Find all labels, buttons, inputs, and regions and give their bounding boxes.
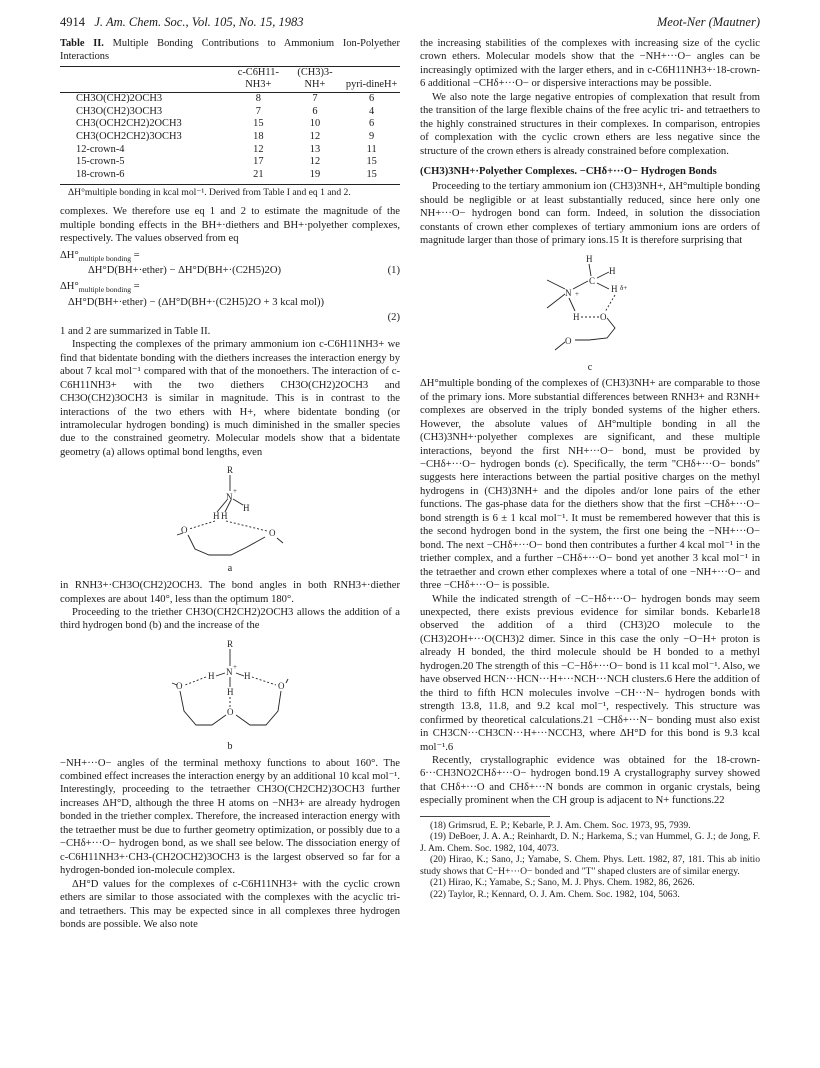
- svg-text:O: O: [176, 680, 183, 691]
- svg-text:O: O: [565, 335, 572, 346]
- svg-text:O: O: [600, 311, 607, 322]
- right-column: [420, 37, 760, 900]
- paragraph: Proceeding to the triether CH3O(CH2CH2)2OCH3 allows the addition of a third hydrogen bond (b) and the increase of the: [60, 606, 400, 632]
- svg-text:H: H: [573, 311, 580, 322]
- svg-text:C: C: [589, 275, 596, 286]
- equation-1-number: (1): [387, 265, 400, 277]
- structure-b-diagram: [170, 637, 290, 739]
- paragraph: While the indicated strength of −C−Hδ+···O− hydrogen bonds may seem unexpected, there exists previous evidence for similar bonds. Kebarle18 observed the addition of a third (CH3)2O molecule to the (CH3)2OH+···O(CH3)2 dimer. Since in this case the only −O−H+ proton is already H bonded, the third molecule should be H bonded to a methyl hydrogen.20 The strength of this −C−Hδ+···O− bond is 11 kcal mol⁻¹. Also, we have observed HCN···HCN···H+···NCH···NCH clusters.6 Here the addition of the third to fifth HCN molecules involve −CH···N− hydrogen bonds with strength 13.8, 11.8, and 9.2 kcal mol⁻¹, respectively. This structure was confirmed by theoretical calculations.21 −CHδ+···N− bonding must also exist in CH3CN···CH3CN···H+···NCCH3, where ΔH°D for this bond is 9.3 kcal mol⁻¹.6: [420, 593, 760, 753]
- paragraph: complexes. We therefore use eq 1 and 2 to estimate the magnitude of the multiple bonding effects in the BH+·diethers and BH+·polyether complexes, respectively. The values observed from eq: [60, 206, 400, 245]
- svg-text:R: R: [227, 638, 234, 649]
- svg-text:H: H: [221, 511, 228, 522]
- svg-text:+: +: [233, 662, 237, 671]
- paragraph: Proceeding to the tertiary ammonium ion (CH3)3NH+, ΔH°multiple bonding should be negligible or at least substantially reduced, since here only one NH+···O− hydrogen bond can form. Indeed, in solution the dissociation constants of crown ether complexes of tertiary ammonium ions are orders of magnitude larger than those of primary ions.15 It is therefore surprising that: [420, 181, 760, 247]
- table-row: CH3O(CH2)2OCH3 8 7 6: [76, 92, 375, 104]
- svg-text:O: O: [227, 706, 234, 717]
- table-row: 15-crown-5 17 12 15: [76, 156, 377, 168]
- references-rule: [420, 816, 550, 817]
- svg-text:O: O: [269, 528, 276, 539]
- svg-text:O: O: [181, 525, 188, 536]
- table-caption-label: Table II.: [60, 38, 104, 49]
- paragraph: the increasing stabilities of the complexes with increasing size of the cyclic crown ethers. Molecular models show that the −NH+···O− angles can be increasingly optimized with the larger ethers, and in c-C6H11NH3+·18-crown-6 additional −CHδ+···O− or dispersive interactions may be possible.: [420, 38, 760, 90]
- figure-b-label: b: [227, 740, 233, 752]
- svg-text:H: H: [208, 670, 215, 681]
- svg-text:H: H: [213, 511, 220, 522]
- structure-a-diagram: [175, 463, 285, 561]
- paragraph: −NH+···O− angles of the terminal methoxy functions to about 160°. The combined effect increases the interaction energy by an additional 10 kcal mol⁻¹. Interestingly, proceeding to the tetraether CH3O(CH2CH2)3OCH3 further increases ΔH°D, although the three H atoms on −NH3+ are already hydrogen bonded in the triether complex. Therefore, the increased interaction energy with the tetraether must be due to further geometry optimization, or possibly due to a −CHδ+···O− hydrogen bond, as we shall see below. The dissociation energy of c-C6H11NH3+·CH3-(CH2OCH2)3OCH3 is the largest observed so far for a hydrogen-bonded ion-molecule complex.: [60, 757, 400, 877]
- table-caption-text: Multiple Bonding Contributions to Ammonium Ion-Polyether Interactions: [60, 38, 400, 62]
- svg-text:H: H: [586, 253, 593, 264]
- table-caption: [60, 37, 400, 63]
- equation-lhs-2: $\Delta H^\circ_{multiple bonding}$ =: [60, 281, 140, 295]
- svg-text:H: H: [611, 283, 618, 294]
- svg-text:H: H: [227, 686, 234, 697]
- equation-1-body: ΔH°D(BH+·ether) − ΔH°D(BH+·(C2H5)2O): [88, 265, 282, 277]
- paragraph: Inspecting the complexes of the primary ammonium ion c-C6H11NH3+ we find that bidentate bonding with the diethers increases the interaction energy by about 7 kcal mol⁻¹ compared with that of the monoethers. The interaction of c-C6H11NH3+ with the two diethers CH3O(CH2)2OCH3 and CH3O(CH2)3OCH3 is similar in magnitude. This is in contrast to the interactions of the two ethers with H+, where bidentate bonding (or intramolecular hydrogen bonding) is much diminished in the smaller species due to the constrained geometry. Molecular models show that a bidentate geometry (a) allows optimal bond lengths, even: [60, 339, 400, 458]
- svg-text:N: N: [226, 666, 233, 677]
- svg-text:+: +: [233, 487, 237, 496]
- svg-text:R: R: [227, 465, 234, 476]
- structure-c-diagram: [525, 252, 655, 360]
- paragraph: 1 and 2 are summarized in Table II.: [60, 325, 211, 337]
- svg-text:O: O: [278, 680, 285, 691]
- section-heading: (CH3)3NH+·Polyether Complexes. −CHδ+···O− Hydrogen Bonds: [420, 166, 717, 178]
- col-header-pyridineH: pyri-dineH+: [343, 67, 400, 93]
- svg-text:N: N: [226, 492, 233, 503]
- table-row: CH3(OCH2CH2)2OCH3 15 10 6: [76, 118, 375, 130]
- paragraph: ΔH°D values for the complexes of c-C6H11NH3+ with the cyclic crown ethers are similar to those associated with the complexes with the acyclic tri- and tetraethers. This may be expected since in all complexes three hydrogen bonds are possible. We also note: [60, 878, 400, 930]
- reference-item: (19) DeBoer, J. A. A.; Reinhardt, D. N.; Harkema, S.; van Hummel, G. J.; de Jong, F. J. Am. Chem. Soc. 1982, 104, 4073.: [420, 831, 760, 854]
- table-row: CH3O(CH2)3OCH3 7 6 4: [76, 105, 375, 117]
- reference-item: (20) Hirao, K.; Sano, J.; Yamabe, S. Chem. Phys. Lett. 1982, 87, 181. This ab initio study shows that C−H+···O− bonded and "T" shaped clusters are of similar energy.: [420, 854, 760, 877]
- reference-item: (22) Taylor, R.; Kennard, O. J. Am. Chem. Soc. 1982, 104, 5063.: [430, 888, 680, 900]
- col-header-trimethylammonium: (CH3)3-NH+: [287, 67, 344, 93]
- table-row: 12-crown-4 12 13 11: [76, 143, 377, 155]
- equation-2-body: ΔH°D(BH+·ether) − (ΔH°D(BH+·(C2H5)2O + 3 kcal mol)): [68, 296, 325, 308]
- svg-text:+: +: [575, 289, 579, 298]
- journal-citation: J. Am. Chem. Soc., Vol. 105, No. 15, 1983: [94, 15, 304, 29]
- paragraph: We also note the large negative entropies of complexation that result from the transition of the large flexible chains of the free acylic tri- and tetraethers to the highly constrained structures in their complexes. In comparison, entropies of complexation with the cyclic crown ethers are less negative since the structure of the crown ethers is already constrained before complexation.: [420, 91, 760, 157]
- left-column: [60, 37, 400, 931]
- equation-2-number: (2): [387, 312, 400, 324]
- data-table: [60, 66, 400, 185]
- svg-text:δ+: δ+: [620, 283, 628, 292]
- table-row: 18-crown-6 21 19 15: [60, 169, 400, 184]
- reference-item: (18) Grimsrud, E. P.; Kebarle, P. J. Am. Chem. Soc. 1973, 95, 7939.: [430, 819, 691, 831]
- paragraph: Recently, crystallographic evidence was obtained for the 18-crown-6···CH3NO2CHδ+···O− hydrogen bond.19 A crystallography survey showed that CHδ+···O and CHδ+···N bonds are common in organic crystals, being especially prominent when the CH group is adjacent to N+ functions.22: [420, 754, 760, 807]
- table-footnote: ΔH°multiple bonding in kcal mol⁻¹. Derived from Table I and eq 1 and 2.: [68, 186, 351, 198]
- col-header-cyclohexylammonium: c-C6H11-NH3+: [230, 67, 287, 93]
- svg-text:H: H: [244, 670, 251, 681]
- reference-item: (21) Hirao, K.; Yamabe, S.; Sano, M. J. Phys. Chem. 1982, 86, 2626.: [430, 877, 695, 889]
- svg-text:H: H: [609, 265, 616, 276]
- page-number: 4914: [60, 15, 85, 29]
- equation-1: [60, 264, 400, 277]
- svg-text:N: N: [565, 287, 572, 298]
- equation-lhs-1: $\Delta H^\circ_{multiple bonding}$ =: [60, 249, 140, 263]
- table-row: CH3(OCH2CH2)3OCH3 18 12 9: [76, 130, 375, 142]
- svg-text:H: H: [243, 503, 250, 514]
- figure-a-label: a: [227, 563, 233, 575]
- running-header-left: [60, 15, 304, 30]
- figure-c-label: c: [587, 361, 593, 373]
- paragraph: in RNH3+·CH3O(CH2)2OCH3. The bond angles in both RNH3+·diether complexes are about 140°, less than the optimum 180°.: [60, 580, 400, 605]
- paragraph: ΔH°multiple bonding of the complexes of (CH3)3NH+ are comparable to those of the primary ions. More substantial differences between RNH3+ and R3NH+ complexes are observed in the triply bonded systems of the higher ethers. However, the absolute values of ΔH°multiple bonding in all the (CH3)3NH+·polyether complexes are significant, and these multiple interactions, beyond the first NH+···O− bond, must be provided by −CHδ+···O− hydrogen bonds (c). Specifically, the term "CHδ+···O− bonds" suggests here interactions between the partial positive charges on the methyl hydrogens in (CH3)3NH+ and the dipoles and/or lone pairs of the ether functions. The gas-phase data for the diethers show that the first −CHδ+···O− bond strength is 6 ± 1 kcal mol⁻¹. It must be remembered however that this is the second hydrogen bond in the system, the first one being the −NH+···O− bond. The next −CHδ+···O− bond then contributes a further 4 kcal mol⁻¹ in the triether complex, and a further −CHδ+···O− bond yet another 3 kcal mol⁻¹ in the tetraether and crown ether complexes where a total of one −NH+···O− and three −CHδ+···O− is possible.: [420, 378, 760, 592]
- running-header-author: Meot-Ner (Mautner): [656, 15, 760, 29]
